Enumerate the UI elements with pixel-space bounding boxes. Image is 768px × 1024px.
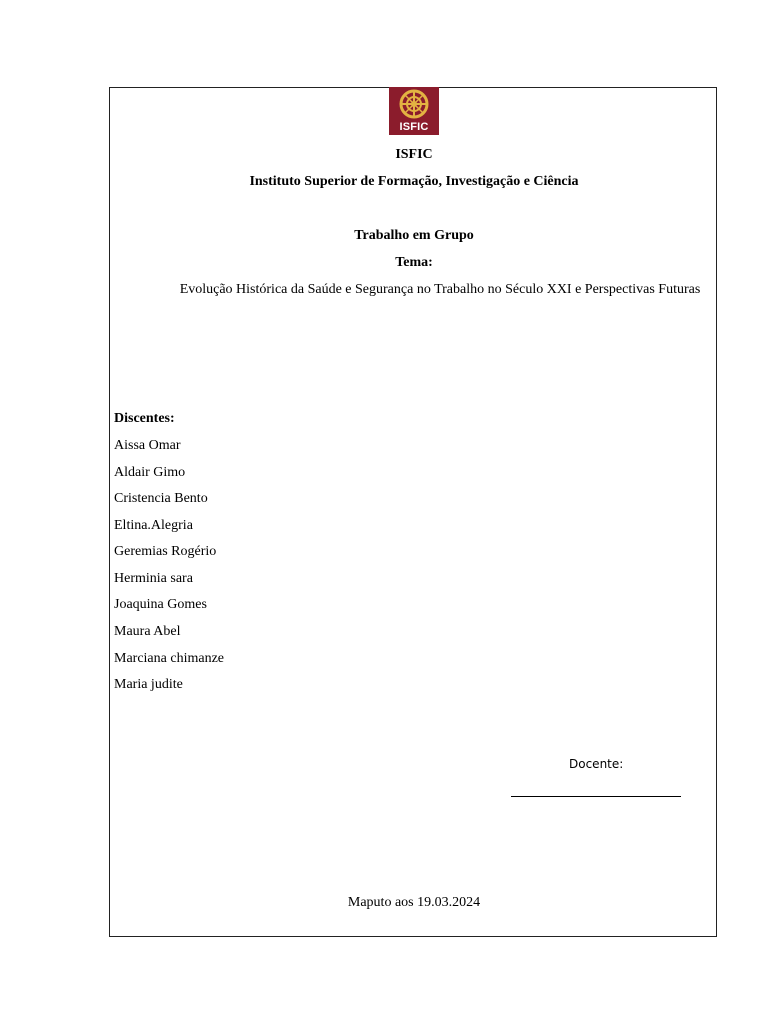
signature-line (511, 796, 681, 797)
theme-text: Evolução Histórica da Saúde e Segurança no Trabalho no Século XXI e Perspectivas Futuras (179, 282, 701, 297)
institution-acronym: ISFIC (395, 147, 433, 162)
student-name: Herminia sara (114, 571, 193, 586)
student-name: Marciana chimanze (114, 651, 224, 666)
page-border (109, 87, 717, 937)
work-type: Trabalho em Grupo (354, 228, 474, 243)
logo-text: ISFIC (399, 121, 429, 133)
student-name: Eltina.Alegria (114, 518, 193, 533)
institution-name: Instituto Superior de Formação, Investigação e Ciência (249, 174, 579, 189)
isfic-emblem-icon (389, 87, 439, 123)
teacher-label: Docente: (569, 757, 624, 771)
student-name: Maria judite (114, 677, 183, 692)
theme-label: Tema: (395, 255, 433, 270)
student-name: Geremias Rogério (114, 544, 217, 559)
student-name: Cristencia Bento (114, 491, 208, 506)
isfic-logo (389, 87, 439, 135)
student-name: Maura Abel (114, 624, 181, 639)
students-heading: Discentes: (114, 411, 175, 426)
student-name: Aldair Gimo (114, 465, 186, 480)
student-name: Aissa Omar (114, 438, 181, 453)
student-name: Joaquina Gomes (114, 597, 207, 612)
place-date: Maputo aos 19.03.2024 (347, 895, 481, 910)
